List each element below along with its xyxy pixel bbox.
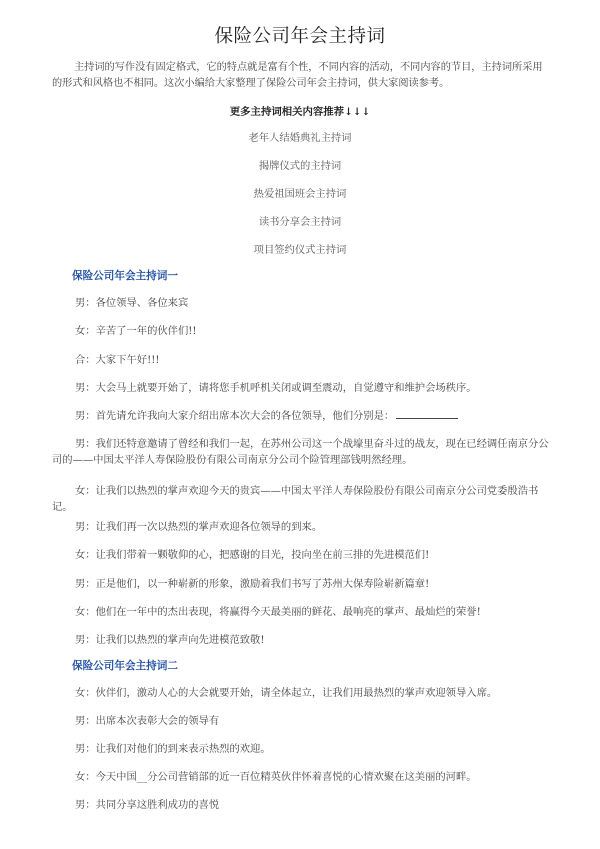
section-heading: 保险公司年会主持词二 xyxy=(72,660,178,672)
section-heading: 保险公司年会主持词一 xyxy=(72,270,178,282)
related-link[interactable]: 老年人结婚典礼主持词 xyxy=(248,132,352,144)
dialogue-line-text: 男：首先请允许我向大家介绍出席本次大会的各位领导，他们分别是： xyxy=(75,410,395,422)
related-link[interactable]: 揭牌仪式的主持词 xyxy=(258,160,342,172)
dialogue-line: 男：出席本次表彰大会的领导有 xyxy=(75,715,220,727)
recommend-heading: 更多主持词相关内容推荐↓↓↓ xyxy=(229,106,371,118)
page-title: 保险公司年会主持词 xyxy=(214,26,386,47)
dialogue-paragraph: 女：让我们以热烈的掌声欢迎今天的贵宾——中国太平洋人寿保险股份有限公司南京分公司党委殷浩书记。 xyxy=(52,485,539,513)
dialogue-line: 女：他们在一年中的杰出表现，将赢得今天最美丽的鲜花、最响亮的掌声、最灿烂的荣誉! xyxy=(75,606,481,618)
dialogue-line: 女：让我们带着一颗敬仰的心，把感谢的目光，投向坐在前三排的先进模范们! xyxy=(75,549,430,561)
dialogue-line: 男：让我们以热烈的掌声向先进模范致敬! xyxy=(75,634,265,646)
dialogue-line: 合：大家下午好!!! xyxy=(75,354,160,366)
dialogue-line: 男：共同分享这胜利成功的喜悦 xyxy=(75,799,220,811)
dialogue-paragraph: 男：我们还特意邀请了曾经和我们一起，在苏州公司这一个战壕里奋斗过的战友，现在已经调任南京分公司的——中国太平洋人寿保险股份有限公司南京分公司个险管理部钱明然经理。 xyxy=(52,438,549,466)
related-link[interactable]: 项目签约仪式主持词 xyxy=(253,244,347,256)
dialogue-line: 男：各位领导、各位来宾 xyxy=(75,297,189,309)
dialogue-line: 女：辛苦了一年的伙伴们!! xyxy=(75,325,197,337)
related-link[interactable]: 热爱祖国班会主持词 xyxy=(253,188,347,200)
dialogue-line: 女：伙伴们，激动人心的大会就要开始，请全体起立，让我们用最热烈的掌声欢迎领导入席。 xyxy=(75,687,498,699)
dialogue-line: 男：大会马上就要开始了，请将您手机呼机关闭或调至震动，自觉遵守和维护会场秩序。 xyxy=(75,382,477,394)
dialogue-line: 男：正是他们，以一种崭新的形象，激励着我们书写了苏州大保寿险崭新篇章! xyxy=(75,578,430,590)
blank-underline xyxy=(396,409,458,419)
dialogue-line: 男：让我们再一次以热烈的掌声欢迎各位领导的到来。 xyxy=(75,521,323,533)
dialogue-line xyxy=(75,408,553,424)
dialogue-line: 男：让我们对他们的到来表示热烈的欢迎。 xyxy=(75,743,271,755)
intro-paragraph: 主持词的写作没有固定格式，它的特点就是富有个性，不同内容的活动，不同内容的节目，主持词所采用的形式和风格也不相同。这次小编给大家整理了保险公司年会主持词，供大家阅读参考。 xyxy=(52,62,543,89)
dialogue-line: 女：今天中国__分公司营销部的近一百位精英伙伴怀着喜悦的心情欢聚在这美丽的河畔。 xyxy=(75,771,477,783)
related-link[interactable]: 读书分享会主持词 xyxy=(258,216,342,228)
